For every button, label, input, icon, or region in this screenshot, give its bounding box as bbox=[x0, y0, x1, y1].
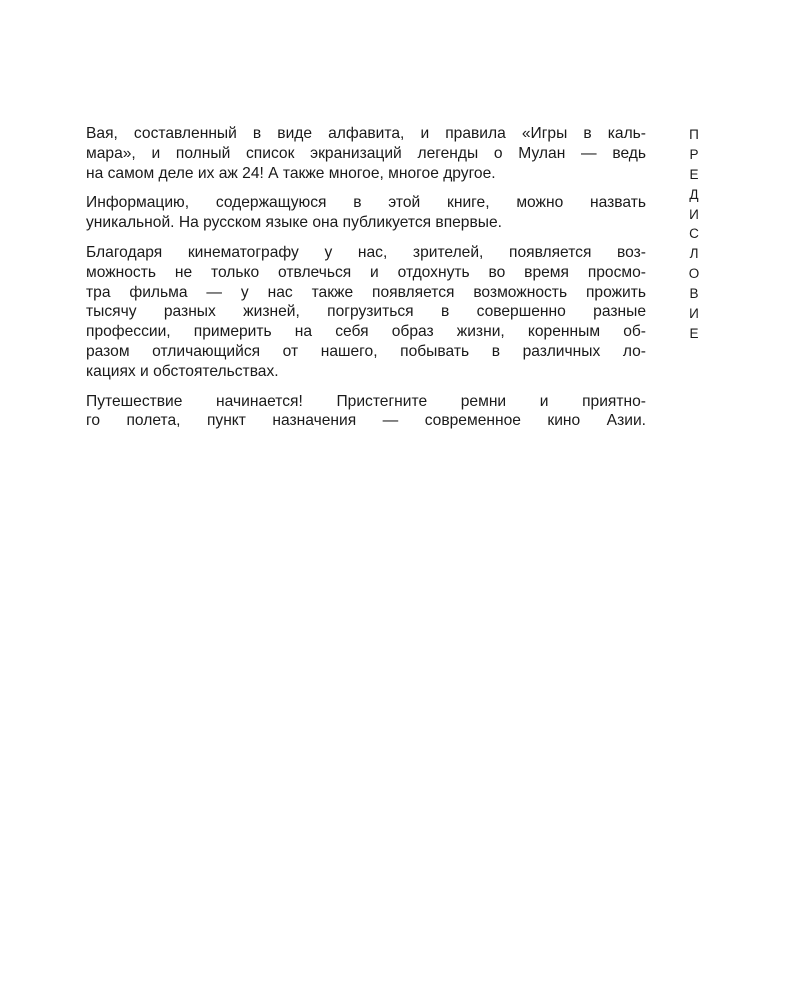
text-line: можность не только отвлечься и отдохнуть во время просмо- bbox=[86, 263, 646, 281]
text-line: Вая, составленный в виде алфавита, и правила «Игры в каль- bbox=[86, 125, 646, 142]
text-line: го полета, пункт назначения — современное кино Азии. bbox=[86, 412, 646, 430]
text-line: тысячу разных жизней, погрузиться в совершенно разные bbox=[86, 303, 646, 321]
header-letter: И bbox=[689, 206, 699, 222]
text-line: тра фильма — у нас также появляется возможность прожить bbox=[86, 283, 646, 301]
header-letter: Д bbox=[689, 186, 699, 202]
paragraph-1 bbox=[86, 124, 646, 183]
paragraph-2 bbox=[86, 193, 646, 233]
text-line: разом отличающийся от нашего, побывать в различных ло- bbox=[86, 342, 646, 360]
header-letter: Р bbox=[689, 146, 699, 162]
text-line: Информацию, содержащуюся в этой книге, можно назвать bbox=[86, 194, 646, 212]
header-letter: Е bbox=[689, 166, 699, 182]
text-line: Благодаря кинематографу у нас, зрителей, появляется воз- bbox=[86, 243, 646, 261]
text-line: на самом деле их аж 24! А также многое, многое другое. bbox=[86, 164, 496, 182]
text-line: Путешествие начинается! Пристегните ремни и приятно- bbox=[86, 392, 646, 410]
text-line: кациях и обстоятельствах. bbox=[86, 362, 279, 380]
header-letter: О bbox=[688, 266, 700, 282]
header-letter: В bbox=[689, 286, 699, 302]
header-letter: Е bbox=[689, 325, 699, 341]
paragraph-3 bbox=[86, 243, 646, 382]
header-letter: П bbox=[689, 127, 699, 142]
header-letter: И bbox=[689, 306, 699, 322]
header-letter: С bbox=[689, 226, 699, 242]
text-line: мара», и полный список экранизаций легенды о Мулан — ведь bbox=[86, 144, 646, 162]
paragraph-4 bbox=[86, 392, 646, 432]
text-line: уникальной. На русском языке она публикуется впервые. bbox=[86, 214, 502, 232]
chapter-side-header bbox=[684, 125, 704, 344]
header-letter: Л bbox=[689, 246, 699, 262]
body-text bbox=[86, 124, 646, 441]
text-line: профессии, примерить на себя образ жизни, коренным об- bbox=[86, 323, 646, 341]
